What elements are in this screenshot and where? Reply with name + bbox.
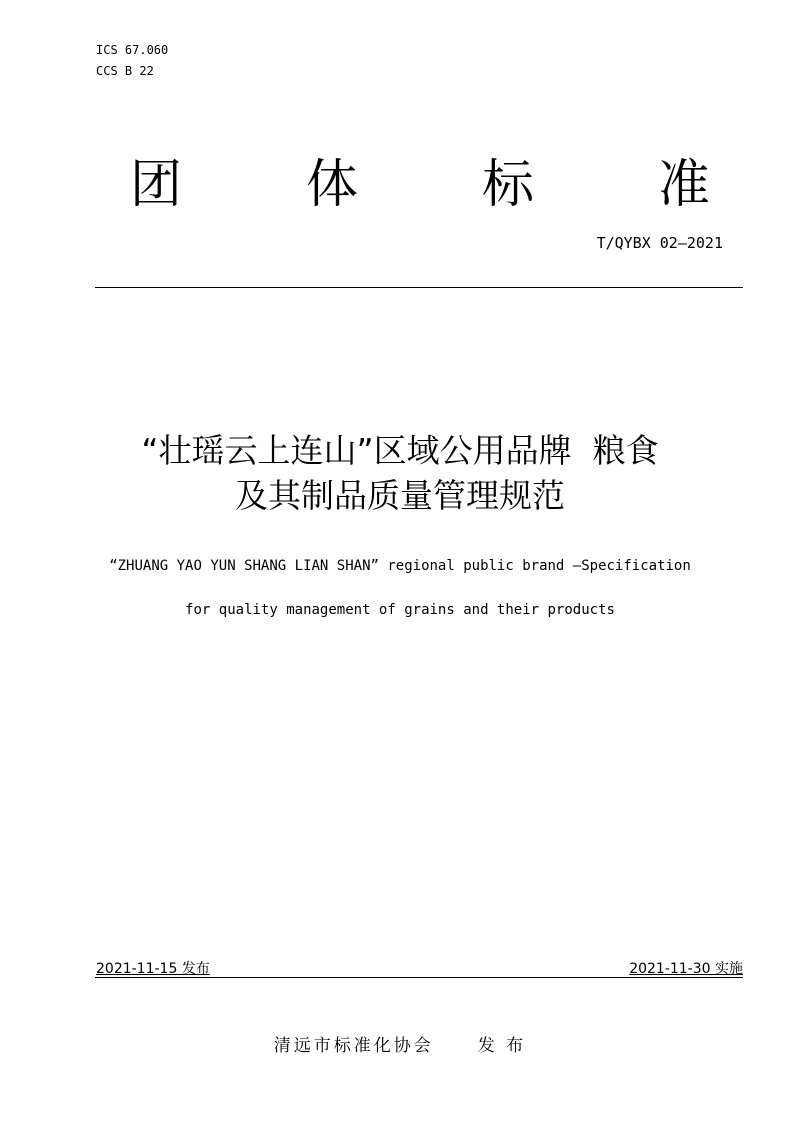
chinese-title bbox=[60, 428, 740, 518]
standard-type-char: 团 bbox=[130, 155, 183, 215]
ccs-code: CCS B 22 bbox=[96, 64, 154, 78]
chinese-title-line-2: 及其制品质量管理规范 bbox=[235, 476, 565, 515]
standard-number: T/QYBX 02—2021 bbox=[596, 234, 723, 252]
issuer-name: 清远市标准化协会 bbox=[273, 1036, 434, 1056]
issuer-action: 发 布 bbox=[477, 1036, 527, 1056]
publish-date: 2021-11-15 发布 bbox=[96, 961, 210, 977]
standard-type-char: 准 bbox=[657, 155, 710, 215]
english-title-line-1: “ZHUANG YAO YUN SHANG LIAN SHAN” regional public brand —Specification bbox=[109, 558, 691, 574]
top-divider bbox=[95, 287, 743, 288]
standard-type-heading bbox=[130, 152, 710, 218]
standard-type-char: 标 bbox=[481, 155, 534, 215]
ics-code: ICS 67.060 bbox=[96, 43, 169, 57]
implement-date: 2021-11-30 实施 bbox=[629, 961, 743, 977]
classification-codes bbox=[96, 40, 168, 82]
bottom-divider bbox=[95, 977, 743, 978]
english-title-line-2: for quality management of grains and their products bbox=[185, 602, 615, 618]
chinese-title-line-1: “壮瑶云上连山”区域公用品牌 粮食 bbox=[141, 431, 659, 470]
standard-type-char: 体 bbox=[305, 155, 358, 215]
issuer-line bbox=[0, 1031, 800, 1056]
